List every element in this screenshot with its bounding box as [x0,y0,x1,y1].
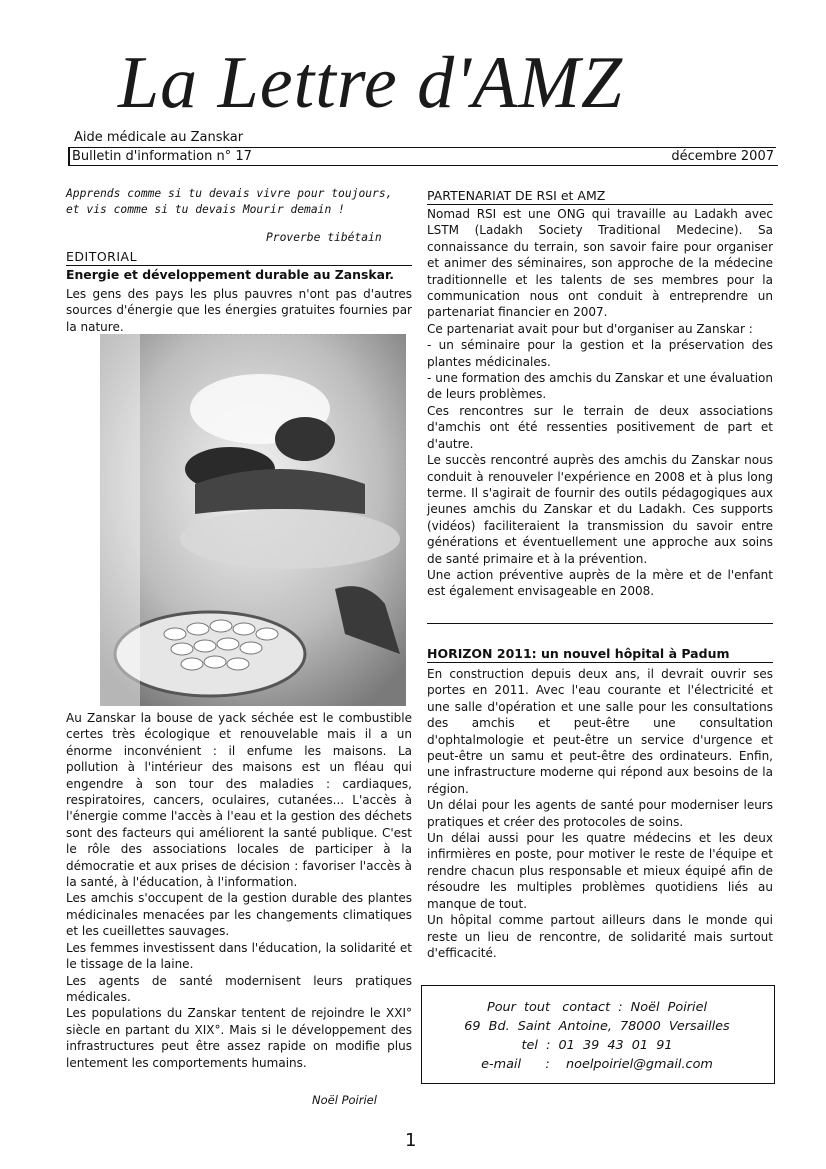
paragraph: Un délai aussi pour les quatre médecins et les deux infirmières en poste, pour motiver le reste de l'équipe et rendre chacun plus responsable et mieux équipé afin de résoudre les multiples problèmes quotidiens liés au manque de tout. [427,831,773,911]
motto-attribution: Proverbe tibétain [266,231,382,244]
editorial-signature: Noël Poiriel [312,1093,377,1107]
paragraph: Le succès rencontré auprès des amchis du Zanskar nous conduit à renouveler l'expérience en 2008 et à plus long terme. Il s'agirait de fournir des outils pédagogiques aux jeunes amchis du Zanskar et du Ladakh. Ces supports (vidéos) faciliteraient la transmission du savoir entre générations et éventuellement une approche aux soins de santé primaire et à la prévention. [427,453,773,566]
contact-info [421,998,773,1074]
page-number: 1 [405,1130,417,1151]
photo-dried-dung-cakes [100,334,406,706]
paragraph: - une formation des amchis du Zanskar et une évaluation de leurs problèmes. [427,371,773,402]
paragraph: - un séminaire pour la gestion et la préservation des plantes médicinales. [427,338,773,369]
section-divider [427,623,773,624]
paragraph: Une action préventive auprès de la mère et de l'enfant est également envisageable en 2008. [427,567,773,599]
horizon-title: HORIZON 2011: un nouvel hôpital à Padum [427,646,773,663]
partnership-body [427,206,773,600]
horizon-body [427,666,773,961]
editorial-label: EDITORIAL [66,249,412,266]
paragraph: Les populations du Zanskar tentent de rejoindre le XXI° siècle en partant du XIX°. Mais si le développement des infrastructures peut être assez rapide on modifie plus lentement les comportements humains. [66,1006,412,1070]
motto-line-2: et vis comme si tu devais Mourir demain ! [66,203,345,216]
bulletin-top-rule [68,147,776,148]
paragraph: Au Zanskar la bouse de yack séchée est le combustible certes très écologique et renouvelable mais il a un énorme inconvénient : il enfume les maisons. La pollution à l'intérieur des maisons est un fléau qui engendre à son tour des maladies : cardiaques, respiratoires, cancers, oculaires, cutanées... L'accès à l'énergie comme l'accès à l'eau et la gestion des déchets sont des facteurs qui améliorent la santé publique. C'est le rôle des associations locales de participer à la démocratie et aux prises de décision : favoriser l'accès à la santé, à l'éducation, à l'information. [66,711,412,890]
organization-name: Aide médicale au Zanskar [74,130,244,145]
contact-phone: tel : 01 39 43 01 91 [521,1038,673,1053]
contact-email[interactable]: e-mail : noelpoiriel@gmail.com [481,1057,713,1072]
motto-line-1: Apprends comme si tu devais vivre pour toujours, [66,187,393,200]
editorial-title: Energie et développement durable au Zanskar. [66,267,394,282]
masthead-title: La Lettre d'AMZ [118,42,623,124]
editorial-body [66,710,412,1071]
photo-illustration [100,334,406,706]
paragraph: Un hôpital comme partout ailleurs dans le monde qui reste un lieu de rencontre, de solidarité mais surtout d'efficacité. [427,913,773,960]
paragraph: Les agents de santé modernisent leurs pratiques médicales. [66,973,412,1004]
paragraph: Ces rencontres sur le terrain de deux associations d'amchis ont été ressenties positivement de part et d'autre. [427,403,773,451]
issue-date: décembre 2007 [671,149,774,164]
paragraph: Un délai pour les agents de santé pour moderniser leurs pratiques et créer des protocoles de soins. [427,798,773,829]
paragraph: En construction depuis deux ans, il devrait ouvrir ses portes en 2011. Avec l'eau courante et l'électricité et une salle d'opération et une salle pour les consultations des amchis et peut-être une consultation d'ophtalmologie et peut-être un service d'urgence et peut-être un samu et peut-être des ordinateurs. Enfin, une infrastructure moderne qui répond aux besoins de la région. [427,667,773,796]
paragraph: Les amchis s'occupent de la gestion durable des plantes médicinales menacées par les changements climatiques et les cueillettes sauvages. [66,891,412,939]
contact-address: 69 Bd. Saint Antoine, 78000 Versailles [464,1019,730,1034]
paragraph: Les femmes investissent dans l'éducation, la solidarité et le tissage de la laine. [66,940,412,972]
paragraph: Nomad RSI est une ONG qui travaille au Ladakh avec LSTM (Ladakh Society Traditional Medecine). Sa connaissance du terrain, son savoir faire pour organiser et animer des séminaires, son approche de la médecine traditionnelle et les talents de ses membres pour la communication nous ont conduit à entreprendre un partenariat financier en 2007. [427,207,773,320]
bulletin-number: Bulletin d'information n° 17 [72,149,252,164]
editorial-intro: Les gens des pays les plus pauvres n'ont pas d'autres sources d'énergie que les énergies gratuites fournies par la nature. [66,287,412,334]
paragraph: Ce partenariat avait pour but d'organiser au Zanskar : [427,321,753,336]
partnership-title: PARTENARIAT DE RSI et AMZ [427,188,773,205]
contact-name: Pour tout contact : Noël Poiriel [486,1000,707,1015]
motto [66,186,411,218]
